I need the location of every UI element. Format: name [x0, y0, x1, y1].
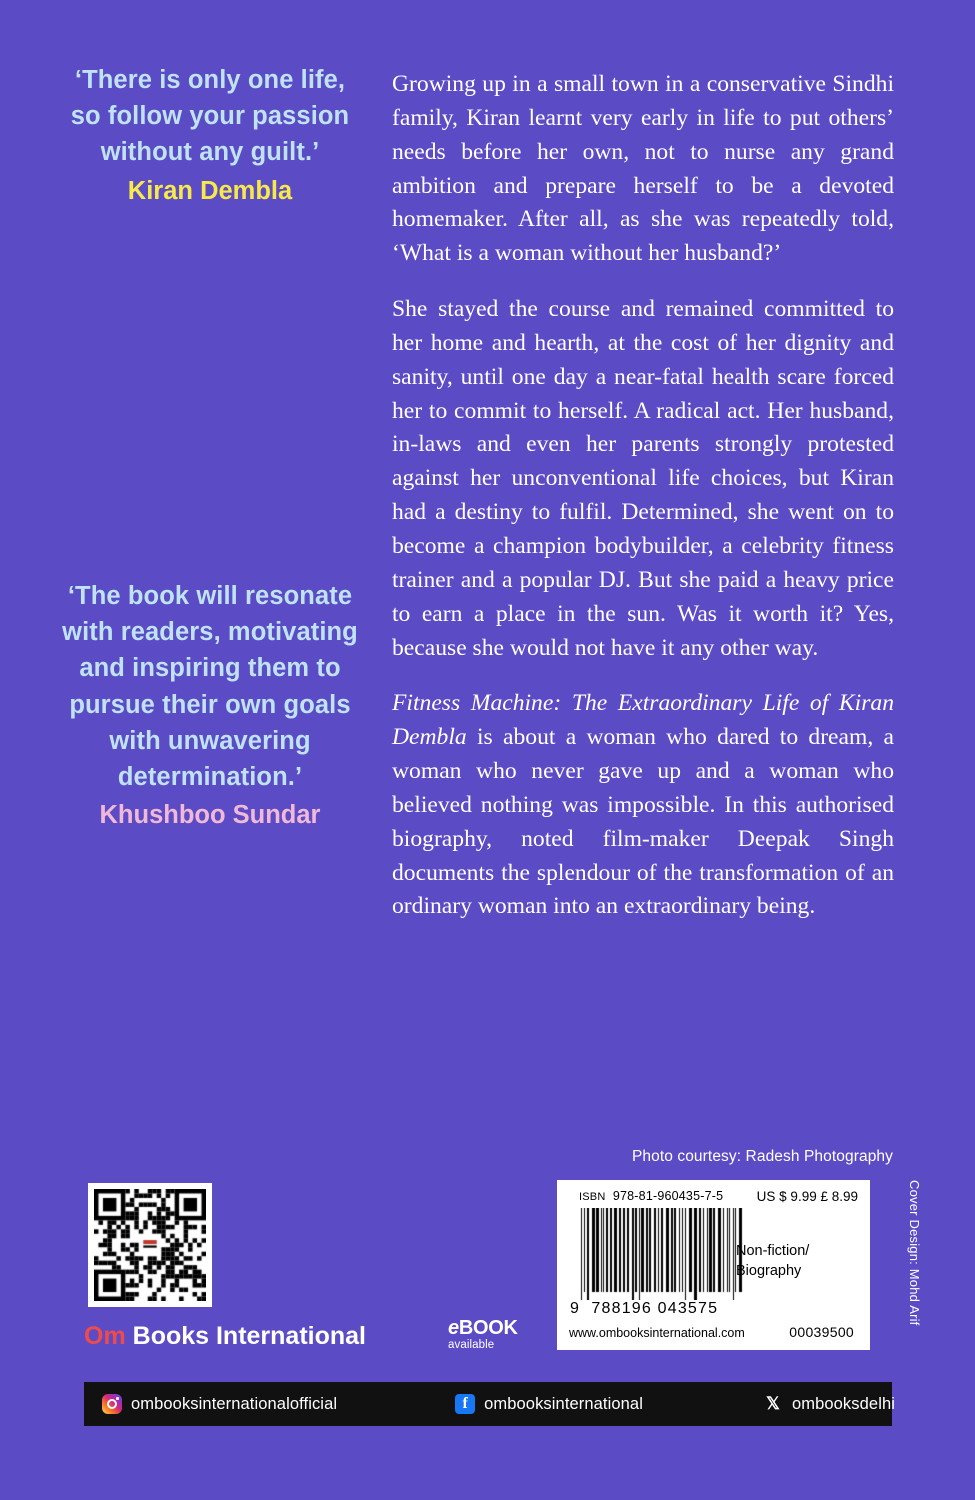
blurb-paragraph-3-rest: is about a woman who dared to dream, a woman who never gave up and a woman who believed nothing was impossible. In this authorised biography, noted film-maker Deepak Singh documents the splendour of the transformation of an ordinary woman into an extraordinary being.: [392, 724, 894, 920]
pull-quote-bottom: [60, 578, 360, 833]
barcode-digits: [570, 1300, 755, 1318]
barcode-digits-rest: 788196 043575: [591, 1300, 719, 1317]
qr-code[interactable]: [88, 1183, 212, 1307]
blurb-paragraph-3: [392, 687, 894, 924]
ebook-badge-e: e: [448, 1317, 459, 1339]
instagram-icon: [102, 1394, 122, 1414]
blurb-paragraph-1: Growing up in a small town in a conservative Sindhi family, Kiran learnt very early in life to put others’ needs before her own, not to nurse any grand ambition and prepare herself to be a devoted homemaker. After all, as she was repeatedly told, ‘What is a woman without her husband?’: [392, 71, 894, 267]
x-twitter-handle: ombooksdelhi: [791, 1394, 895, 1413]
isbn-label: ISBN: [579, 1191, 606, 1203]
internal-code: 00039500: [789, 1324, 854, 1340]
publisher-rest: Books International: [125, 1322, 366, 1350]
book-title-italic: Fitness Machine: The Extraordinary Life of Kiran Dembla: [392, 690, 894, 751]
ebook-badge-book: BOOK: [458, 1317, 518, 1339]
blurb-paragraph-2: She stayed the course and remained committed to her home and hearth, at the cost of her dignity and sanity, until one day a near-fatal health scare forced her to commit to herself. A radical act. Her husband, in-laws and even her parents strongly protested against her unconventional life choices, but Kiran had a destiny to fulfil. Determined, she went on to become a champion bodybuilder, a celebrity fitness trainer and a popular DJ. But she paid a heavy price to earn a place in the sun. Was it worth it? Yes, because she would not have it any other way.: [392, 296, 894, 661]
ebook-badge-line2: available: [448, 1339, 495, 1351]
facebook-icon: f: [455, 1394, 475, 1414]
facebook-handle: ombooksinternational: [484, 1394, 643, 1413]
book-category: [736, 1242, 856, 1281]
social-media-bar: [84, 1382, 895, 1426]
pull-quote-bottom-attribution: Khushboo Sundar: [99, 801, 321, 830]
barcode-digit-first: 9: [570, 1300, 581, 1317]
barcode-block: [557, 1180, 870, 1350]
publisher-name: [84, 1322, 366, 1351]
book-category-line1: Non-fiction/: [736, 1243, 810, 1259]
price-line: US $ 9.99 £ 8.99: [756, 1189, 858, 1204]
pull-quote-top-text: ‘There is only one life, so follow your passion without any guilt.’: [70, 66, 350, 167]
pull-quote-top: [60, 62, 360, 209]
isbn-line: [579, 1189, 723, 1203]
social-item-facebook[interactable]: [455, 1394, 643, 1414]
x-twitter-icon: 𝕏: [766, 1394, 780, 1413]
isbn-number: 978-81-960435-7-5: [612, 1189, 724, 1203]
ebook-badge-line1: [448, 1318, 518, 1338]
publisher-website: www.ombooksinternational.com: [569, 1326, 745, 1340]
publisher-accent: Om: [84, 1322, 126, 1350]
pull-quote-top-attribution: Kiran Dembla: [127, 176, 293, 205]
photo-credit: Photo courtesy: Radesh Photography: [631, 1148, 893, 1165]
barcode-bars: [577, 1208, 747, 1300]
qr-code-image: [94, 1189, 206, 1301]
social-item-x-twitter[interactable]: [763, 1394, 895, 1414]
cover-design-credit: Cover Design: Mohd Arif: [907, 1180, 922, 1326]
blurb-body: [392, 68, 894, 924]
social-item-instagram[interactable]: [102, 1394, 337, 1414]
instagram-handle: ombooksinternationalofficial: [131, 1394, 338, 1413]
book-category-line2: Biography: [736, 1262, 802, 1279]
pull-quote-bottom-text: ‘The book will resonate with readers, motivating and inspiring them to pursue their own goals with unwavering determination.’: [62, 582, 358, 792]
ebook-available-badge: [448, 1318, 518, 1352]
